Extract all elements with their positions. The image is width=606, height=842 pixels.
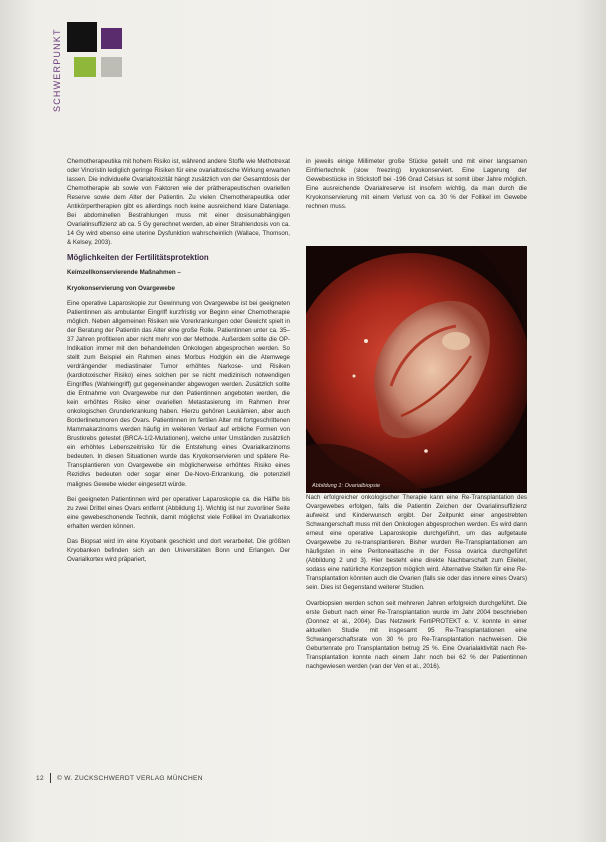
- paragraph: Das Biopsat wird im eine Kryobank geschickt und dort verarbeitet. Die größten Kryobanken befinden sich an den Universitäten Bonn und Erlangen. Der Ovarialkortex wird präpariert,: [67, 537, 290, 563]
- publisher: © W. ZUCKSCHWERDT VERLAG MÜNCHEN: [56, 774, 203, 782]
- footer-divider: [50, 773, 51, 783]
- subheading-1: Keimzellkonservierende Maßnahmen –: [67, 269, 181, 277]
- section-heading: Möglichkeiten der Fertilitätsprotektion: [67, 253, 209, 263]
- photo-caption: Abbildung 1: Ovarialbiopsie: [312, 483, 381, 489]
- header-block-green: [74, 57, 96, 77]
- right-column: [306, 157, 527, 217]
- paragraph: Bei geeigneten Patientinnen wird per operativer Laparoskopie ca. die Hälfte bis zu zwei Drittel eines Ovars entfernt (Abbildung 1). Wichtig ist nur zuvorliner Seite eine gewebeschonende Technik, damit möglichst viele Follikel im Ovarialkortex erhalten werden können.: [67, 495, 290, 530]
- paragraph: Eine operative Laparoskopie zur Gewinnung von Ovargewebe ist bei geeigneten Patientinnen als ambulanter Eingriff kurzfristig vor Beginn einer Chemotherapie möglich. Neben allgemeinen Risiken wie Vorerkrankungen oder Gewicht spielt in der Beratung der Patientin das Alter eine große Rolle. Patientinnen unter ca. 35–37 Jahren profitieren aber nicht mehr von der Methode. Außerdem sollte die OP-Indikation immer mit den behandelnden Onkologen abgesprochen werden. So stellt zum Beispiel ein Rahmen eines Morbus Hodgkin ein die Atemwege verdrängender mediastinaler Tumor erhöhtes Narkose- und Risiken (kardiotoxischer Risiko) eines solchen per se nicht medizinisch notwendigen Eingriffes (Wahleingriff) gut gegeneinander abgewogen werden. Zusätzlich sollte die Entnahme von Ovargewebe nur den Patientinnen angeboten werden, die kein erhöhtes Risiko einer ovariellen Metastasierung im Rahmen ihrer onkologischen Grunderkrankung haben. Hierzu gehören Leukämien, aber auch Borderlinetumoren des Ovars. Patientinnen im fertilen Alter mit fortgeschrittenen Mammakarzinoms werden häufig im weiteren Verlauf auf erbliche Formen von Brustkrebs getestet (BRCA-1/2-Mutationen), welche unter Umständen zusätzlich ein erhöhtes Lebenszeitrisiko für die Entstehung eines Ovarialkarzinoms bedeuten. In diesen Situationen wurde das Kryokonservieren und spätere Re-Transplantieren von Ovargewebe ein möglicherweise erhöhtes Risiko eines Rezidivs bedeuten oder sogar einer De-Novo-Erkrankung, die potenziell malignes Gewebe wieder eingesetzt würde.: [67, 299, 290, 488]
- subheading-2: Kryokonservierung von Ovargewebe: [67, 284, 175, 292]
- laparoscopy-photo: [306, 246, 527, 493]
- paragraph: Chemotherapeutika mit hohem Risiko ist, während andere Stoffe wie Methotrexat oder Vincristin lediglich geringe Risiken für eine ovarialtoxische Wirkung erwarten lassen. Die individuelle Ovarialtoxizität hängt zusätzlich von der Gesamtdosis der Chemotherapie ab sowie von Faktoren wie der prätherapeutischen ovariellen Reserve sowie dem Alter der Patientin. Zu vielen Chemotherapeutika oder Antikörpertherapien gibt es allerdings noch keine ausreichend klare Datenlage. Bei abdominellen Bestrahlungen muss mit einer dosisunabhängigen Ovarialinsuffizienz ab ca. 5 Gy gerechnet werden, ab einer Strahlendosis von ca. 14 Gy wird ebenso eine uterine Dysfunktion wahrscheinlich (Wallace, Thomson, & Kelsey, 2003).: [67, 158, 290, 247]
- header-block-purple: [101, 28, 122, 49]
- left-column: [67, 157, 290, 570]
- section-label: SCHWERPUNKT: [52, 28, 62, 112]
- right-column-lower: [306, 493, 527, 677]
- page-footer: [36, 773, 203, 783]
- header-block-black: [67, 22, 97, 52]
- paragraph: in jeweils einige Millimeter große Stücke geteilt und mit einer langsamen Einfriertechnik (slow freezing) kryokonserviert. Eine Lagerung der Gewebestücke in Stickstoff bei -196 Grad Celsius ist somit über Jahre möglich. Eine ausreichende Ovarialreserve ist insofern wichtig, da man durch die Kryokonservierung mit einem Verlust von ca. 30 % der Follikel im Gewebe rechnen muss.: [306, 158, 527, 211]
- photo-illustration: [306, 246, 527, 493]
- paragraph: Ovarbiopsien werden schon seit mehreren Jahren erfolgreich durchgeführt. Die erste Geburt nach einer Re-Transplantation wurde im Jahr 2004 beschrieben (Donnez et al., 2004). Das Netzwerk FertiPROTEKT e. V. konnte in einer aktuellen Studie mit insgesamt 95 Re-Transplantationen eine Schwangerschaftsrate von 30 % pro Re-Transplantation nachweisen. Die Geburtenrate pro Transplantation betrug 25 %. Eine Ovarialaktivität nach Re-Transplantation konnte nach einem Jahr noch bei 62 % der Patientinnen nachgewiesen werden (van der Ven et al., 2016).: [306, 599, 527, 670]
- paragraph: Nach erfolgreicher onkologischer Therapie kann eine Re-Transplantation des Ovargewebes erfolgen, falls die Patientin Zeichen der Ovarialinsuffizienz aufweist und Kinderwunsch ergibt. Der Zeitpunkt einer angestrebten Schwangerschaft muss mit den Onkologen abgesprochen werden. Es wird dann erneut eine operative Laparoskopie durchgeführt, um das aufgetaute Ovargewebe zu re-transplantieren. Bisher wurden Re-Transplantationen am häufigsten in eine Peritonealtasche in der Fossa ovarica durchgeführt (Abbildung 2 und 3). Hier besteht eine direkte Nachbarschaft zum Eileiter, sodass eine natürliche Konzeption möglich wird. Alternative Stellen für eine Re-Transplantation könnten auch die Ovarien (falls sie oder das innere eines Ovars) sein. Dies ist Gegenstand weiterer Studien.: [306, 494, 527, 592]
- header-block-grey: [101, 57, 122, 77]
- page-number: 12: [36, 774, 44, 782]
